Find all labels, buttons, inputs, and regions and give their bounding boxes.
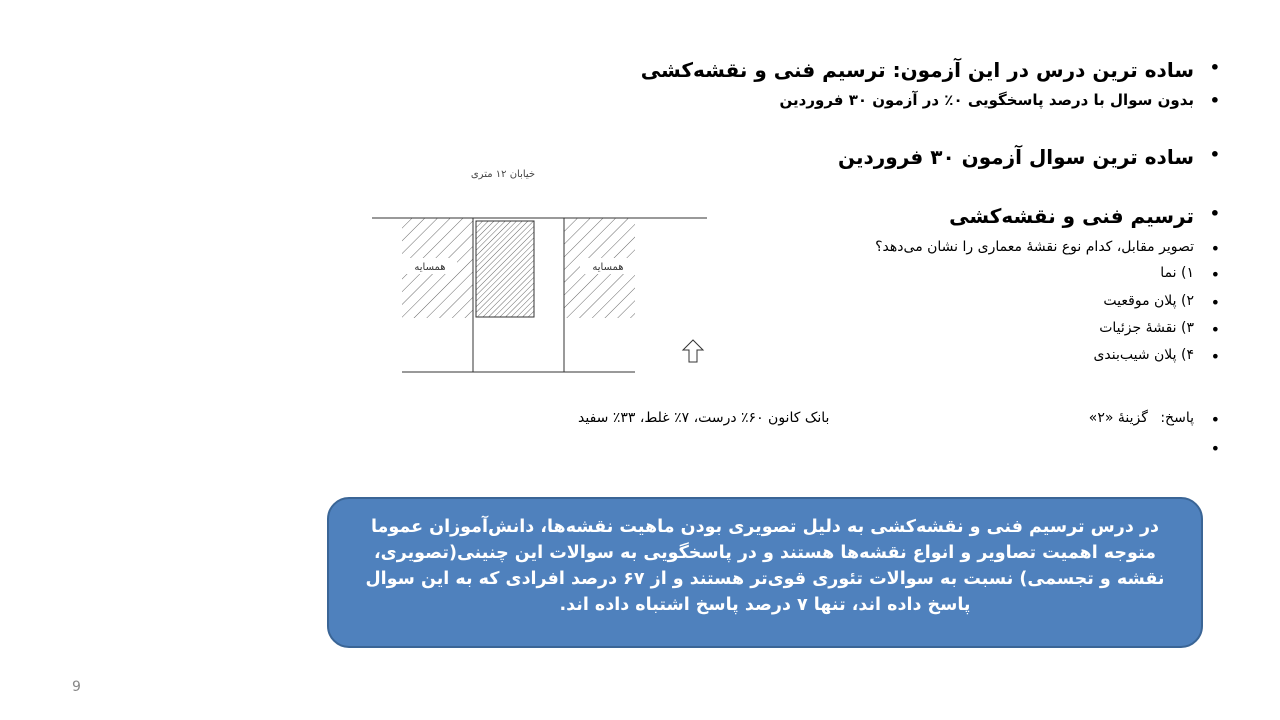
neighbor-left-label: همسایه xyxy=(414,262,446,273)
answer-option: گزینهٔ «۲» xyxy=(1088,410,1148,426)
option-text: ۲) پلان موقعیت xyxy=(1103,293,1194,309)
bullet-dot: • xyxy=(1210,265,1220,284)
bullet-text: ساده ترین سوال آزمون ۳۰ فروردین xyxy=(838,145,1194,169)
bullet-dot: • xyxy=(1210,239,1220,258)
north-arrow-icon xyxy=(683,340,703,362)
bullet-text: تصویر مقابل، کدام نوع نقشهٔ معماری را نشان می‌دهد؟ xyxy=(875,239,1194,255)
option-text: ۳) نقشهٔ جزئیات xyxy=(1099,320,1194,336)
site-plan-diagram xyxy=(368,160,713,380)
option-item xyxy=(1103,293,1220,312)
bullet-dot: • xyxy=(1209,91,1220,110)
neighbor-right-label: همسایه xyxy=(592,262,624,273)
bullet-text: بدون سوال با درصد پاسخگویی ۰٪ در آزمون ۳۰ فروردین xyxy=(779,91,1194,109)
building-footprint xyxy=(476,221,534,317)
question-text xyxy=(875,239,1220,258)
answer-stats: بانک کانون ۶۰٪ درست، ۷٪ غلط، ۳۳٪ سفید xyxy=(578,410,830,426)
bullet-dot: • xyxy=(1209,58,1220,77)
bullet-text: ترسیم فنی و نقشه‌کشی xyxy=(949,204,1194,228)
option-item xyxy=(1099,320,1220,339)
bullet-dot: • xyxy=(1210,439,1220,458)
street-label: خیابان ۱۲ متری xyxy=(470,169,536,180)
option-item xyxy=(1093,347,1220,366)
bullet-dot: • xyxy=(1210,293,1220,312)
summary-callout xyxy=(327,497,1203,648)
bullet-dot: • xyxy=(1209,204,1220,223)
answer-line xyxy=(1088,410,1220,429)
option-text: ۴) پلان شیب‌بندی xyxy=(1093,347,1194,363)
bullet-item xyxy=(640,58,1220,82)
bullet-text: ساده ترین درس در این آزمون: ترسیم فنی و نقشه‌کشی xyxy=(640,58,1194,82)
bullet-item xyxy=(838,145,1220,169)
bullet-dot: • xyxy=(1210,320,1220,339)
bullet-item xyxy=(779,91,1220,110)
bullet-dot: • xyxy=(1209,145,1220,164)
page-number: 9 xyxy=(72,679,81,695)
callout-text: در درس ترسیم فنی و نقشه‌کشی به دلیل تصویری بودن ماهیت نقشه‌ها، دانش‌آموزان عموما متوجه اهمیت تصاویر و انواع نقشه‌ها هستند و در پاسخگویی به سوالات این چنینی(تصویری، نقشه و تجسمی) نسبت به سوالات تئوری قوی‌تر هستند و از ۶۷ درصد افرادی که به این سوال پاسخ داده اند، تنها ۷ درصد پاسخ اشتباه داده اند. xyxy=(365,517,1165,615)
bullet-item xyxy=(949,204,1220,228)
option-text: ۱) نما xyxy=(1160,265,1194,281)
bullet-dot: • xyxy=(1210,410,1220,429)
option-item xyxy=(1160,265,1220,284)
bullet-dot: • xyxy=(1210,347,1220,366)
answer-label: پاسخ: xyxy=(1160,410,1194,426)
